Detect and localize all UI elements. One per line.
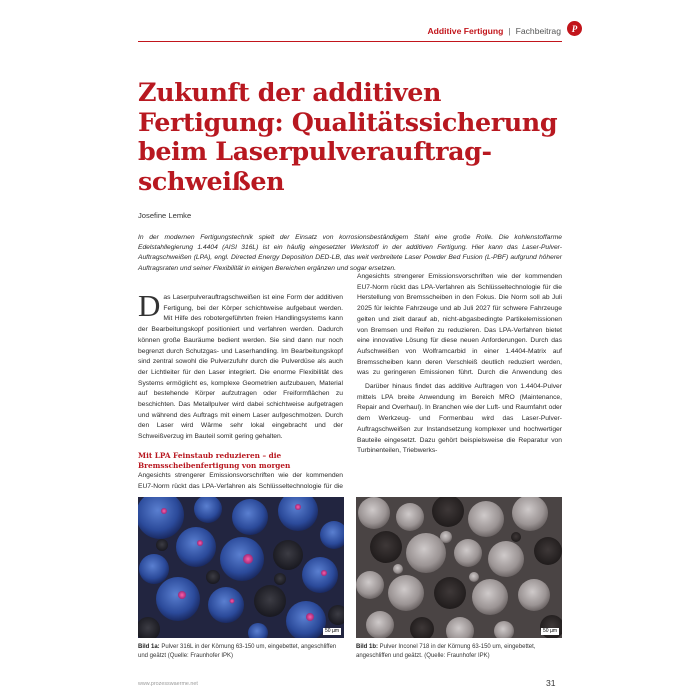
column-right (357, 273, 562, 457)
micrograph-inconel (356, 497, 562, 638)
header-kind: Fachbeitrag (515, 26, 561, 36)
paragraph-2-continued: Angesichts strengerer Emissionsvorschriften wie der kommenden EU7-Norm rückt das LPA-Verfahren als Schlüsseltechnologie für die Herstellung von Bremsscheiben in den Fokus. Die Norm soll ab Juli 2025 für leichte Fahrzeuge und ab Juli 2027 für schwere Fahrzeuge gelten und zielt darauf ab, nicht-abgasbedingte Partikelemissionen von Bremsen und Reifen zu reduzieren. Das LPA-Verfahren bietet eine innovative Lösung für diese neuen Anforderungen. Durch das Aufschweißen von Wolframcarbid in einer 1.4404-Matrix auf Bremsscheiben kann deren Verschleiß deutlich reduziert werden, was zu geringeren Emissionen führt. Durch die Anwendung des (357, 273, 562, 377)
figure-1b-micrograph (356, 497, 562, 638)
header-section: Additive Fertigung (427, 26, 504, 36)
figure-1a-micrograph (138, 497, 344, 638)
scale-bar-1a: 50 µm (325, 628, 339, 634)
page-number: 31 (546, 678, 556, 688)
paragraph-2: Angesichts strengerer Emissionsvorschriften wie der kommenden EU7-Norm rückt das LPA-Verfahren als Schlüsseltechnologie für die (138, 471, 343, 490)
article-title: Zukunft der additiven Fertigung: Qualitätssicherung beim Laserpulverauftrag-schweißen (138, 77, 558, 196)
header-separator: | (508, 26, 511, 36)
caption-1b-label: Bild 1b: (356, 644, 378, 650)
figure-1b-caption (356, 643, 562, 662)
caption-1a-label: Bild 1a: (138, 644, 160, 650)
column-left (138, 288, 343, 491)
article-intro: In der modernen Fertigungstechnik spielt der Einsatz von korrosionsbeständigem Stahl eine große Rolle. Die kohlenstoffarme Edelstahllegierung 1.4404 (AISI 316L) ist ein häufig eingesetzter Werkstoff in der additiven Fertigung. Hier kann das Laser-Pulver-Auftragschweißen (LPA), engl. Directed Energy Deposition DED-LB, das weit verbreitete Laser Powder Bed Fusion (L-PBF) aufgrund höherer Auftragsraten und seiner Flexibilität in einigen Bereichen ergänzen und sogar ersetzen. (138, 234, 562, 272)
figure-1a-caption (138, 643, 344, 662)
scale-bar-1b: 50 µm (543, 628, 557, 634)
paragraph-3: Darüber hinaus findet das additive Auftragen von 1.4404-Pulver mittels LPA breite Anwendung im Bereich MRO (Maintenance, Repair and Overhaul). In Branchen wie der Luft- und Raumfahrt oder dem Werkzeug- und Formenbau wird das Laser-Pulver-Auftragschweißen zur Instandsetzung komplexer und hochwertiger Bauteile eingesetzt. Dazu gehört beispielsweise die Reparatur von Turbinenteilen, Triebwerks- (357, 383, 562, 455)
header-rule (138, 41, 562, 42)
running-header (427, 26, 561, 36)
micrograph-316l (138, 497, 344, 638)
publisher-logo-icon: P (567, 21, 582, 36)
footer-url: www.prozesswaerme.net (138, 681, 198, 687)
caption-1a-text: Pulver 316L in der Körnung 63-150 um, eingebettet, angeschliffen und geätzt (Quelle: Fraunhofer IPK) (138, 644, 337, 660)
drop-cap: D (138, 288, 161, 323)
subheading: Mit LPA Feinstaub reduzieren – die Bremsscheibenfertigung von morgen (138, 450, 291, 470)
caption-1b-text: Pulver Inconel 718 in der Körnung 63-150 um, eingebettet, angeschliffen und geätzt. (Quelle: Fraunhofer IPK) (356, 644, 536, 660)
article-author: Josefine Lemke (138, 211, 192, 220)
paragraph-1-text: as Laserpulverauftragschweißen ist eine Form der additiven Fertigung, bei der Körper schichtweise aufgebaut werden. Mit Hilfe des robotergeführten freien Handlingsystems kann der Bearbeitungskopf positioniert und verfahren werden. Dadurch können große Bauräume bedient werden. Sie sind dann nur noch begrenzt durch Schutzgas- und Laserhandling. Im Bearbeitungskopf sind zentral sowohl die Pulverzufuhr durch die Pulverdüse als auch der Lichtleiter für den Laser integriert. Die enorme Flexibilität des Systems ermöglicht es, komplexe Geometrien aufzubauen, Material auf bestehende Körper aufzutragen oder Freiformflächen zu beschichten. Das Metallpulver wird dabei schichtweise aufgetragen und während des Auftrags mit einem Laser aufgeschmolzen. Durch den Laser wird Wärme sehr lokal eingebracht und der Schweißverzug im Bauteil somit gering gehalten. (138, 294, 343, 441)
paragraph-1 (138, 288, 343, 443)
